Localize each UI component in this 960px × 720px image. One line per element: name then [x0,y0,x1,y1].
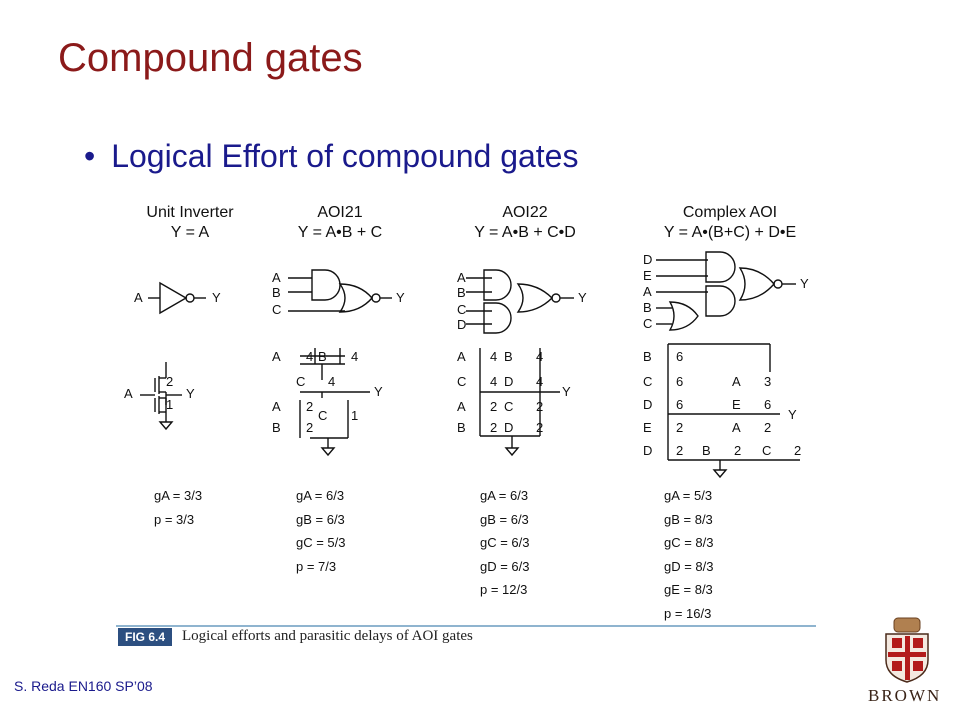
complex-tx-e-n-size: 2 [676,420,684,435]
aoi22-tx-b-n: B [457,420,466,435]
aoi22-efforts [480,484,530,602]
bullet-text: Logical Effort of compound gates [111,138,579,174]
inverter-nmos-size: 1 [166,397,174,412]
aoi21-tx-c-p-size: 4 [328,374,336,389]
aoi21-tx-c-p: C [296,374,306,389]
aoi22-tx-b-p: B [504,349,513,364]
complex-input-c: C [643,316,653,331]
complex-output: Y [800,276,809,291]
effort-line: gD = 8/3 [664,558,714,574]
aoi22-tx-d-p-size: 4 [536,374,544,389]
slide-footer: S. Reda EN160 SP’08 [14,678,153,694]
aoi21-tx-a-p-size: 4 [306,349,314,364]
effort-line: gA = 3/3 [154,488,203,503]
bullet-dot: • [84,138,96,174]
aoi22-tx-a-p-size: 4 [490,349,498,364]
effort-line: gB = 6/3 [296,511,345,527]
aoi21-tx-a-p: A [272,349,281,364]
complex-tx-d-p-size: 6 [676,397,684,412]
effort-line: gB = 8/3 [664,511,713,527]
aoi21-tx-a-n: A [272,399,281,414]
inverter-tx-input-label: A [124,386,133,401]
aoi22-tx-d-p: D [504,374,514,389]
effort-line: gC = 6/3 [480,535,530,550]
complex-aoi-efforts [664,484,714,625]
aoi22-tx-a-n-size: 2 [490,399,498,414]
complex-tx-b-p: B [643,349,652,364]
effort-line: gA = 5/3 [664,488,713,503]
aoi22-input-c: C [457,302,467,317]
complex-tx-c-n: C [762,443,772,458]
complex-input-e: E [643,268,652,283]
brown-logo-text: BROWN [868,686,942,705]
aoi22-tx-c-p-size: 4 [490,374,498,389]
effort-line: gD = 6/3 [480,558,530,574]
aoi22-tx-c-n: C [504,399,514,414]
aoi21-input-c: C [272,302,282,317]
aoi22-tx-c-n-size: 2 [536,399,544,414]
column-header-complex-aoi: Complex AOI Y = A•(B+C) + D•E [645,204,815,242]
aoi21-efforts [296,484,346,578]
figure-tag: FIG 6.4 [118,628,172,646]
complex-tx-e-p-size: 6 [764,397,772,412]
brown-shield-logo [872,616,942,684]
complex-tx-output: Y [788,407,797,422]
complex-tx-e-p: E [732,397,741,412]
complex-tx-a-p: A [732,374,741,389]
aoi22-tx-d-n-size: 2 [536,420,544,435]
equation-complex-aoi: Y = A•(B+C) + D•E [663,224,797,241]
effort-line: gC = 8/3 [664,535,714,550]
column-header-aoi22: AOI22 Y = A•B + C•D [460,204,590,242]
aoi21-tx-b-n: B [272,420,281,435]
equation-inverter: Y = A [170,224,210,241]
complex-tx-c-n-size: 2 [794,443,802,458]
aoi22-tx-output: Y [562,384,571,399]
aoi22-input-a: A [457,270,466,285]
effort-line: p = 7/3 [296,558,337,574]
aoi22-tx-c-p: C [457,374,467,389]
column-header-aoi21: AOI21 Y = A•B + C [285,204,395,242]
aoi22-output: Y [578,290,587,305]
complex-tx-c-p: C [643,374,653,389]
aoi22-tx-a-p: A [457,349,466,364]
inverter-output-label: Y [212,290,221,305]
effort-line: gE = 8/3 [664,582,713,597]
equation-aoi22: Y = A•B + C•D [474,224,576,241]
aoi22-tx-a-n: A [457,399,466,414]
slide-title: Compound gates [58,36,363,80]
equation-aoi21: Y = A•B + C [297,224,383,241]
effort-line: gA = 6/3 [480,488,529,503]
inverter-efforts [154,484,202,531]
complex-tx-a-n: A [732,420,741,435]
complex-tx-d-n: D [643,443,653,458]
complex-tx-a-p-size: 3 [764,374,772,389]
inverter-pmos-size: 2 [166,374,174,389]
aoi21-output: Y [396,290,405,305]
aoi21-tx-b-n-size: 2 [306,420,314,435]
complex-tx-c-p-size: 6 [676,374,684,389]
effort-line: p = 3/3 [154,511,195,527]
complex-tx-d-p: D [643,397,653,412]
aoi21-input-a: A [272,270,281,285]
complex-input-a: A [643,284,652,299]
complex-input-b: B [643,300,652,315]
aoi21-tx-c-n-size: 1 [351,408,359,423]
complex-tx-b-n-size: 2 [734,443,742,458]
effort-line: gC = 5/3 [296,535,346,550]
aoi22-input-d: D [457,317,467,332]
inverter-input-label: A [134,290,143,305]
aoi21-tx-a-n-size: 2 [306,399,314,414]
figure-caption-rule [116,625,816,627]
aoi21-tx-b-p: B [318,349,327,364]
effort-line: gB = 6/3 [480,511,529,527]
complex-input-d: D [643,252,653,267]
complex-tx-b-n: B [702,443,711,458]
effort-line: gA = 6/3 [296,488,345,503]
aoi21-tx-output: Y [374,384,383,399]
effort-line: p = 12/3 [480,582,528,597]
aoi21-tx-b-p-size: 4 [351,349,359,364]
aoi22-tx-d-n: D [504,420,514,435]
complex-tx-b-p-size: 6 [676,349,684,364]
aoi21-tx-c-n: C [318,408,328,423]
inverter-tx-output-label: Y [186,386,195,401]
column-header-inverter: Unit Inverter Y = A [140,204,240,242]
complex-tx-d-n-size: 2 [676,443,684,458]
aoi22-tx-b-p-size: 4 [536,349,544,364]
aoi21-input-b: B [272,285,281,300]
complex-tx-e-n: E [643,420,652,435]
effort-line: p = 16/3 [664,605,712,621]
complex-tx-a-n-size: 2 [764,420,772,435]
aoi22-tx-b-n-size: 2 [490,420,498,435]
aoi22-input-b: B [457,285,466,300]
figure-caption: Logical efforts and parasitic delays of AOI gates [182,628,473,644]
